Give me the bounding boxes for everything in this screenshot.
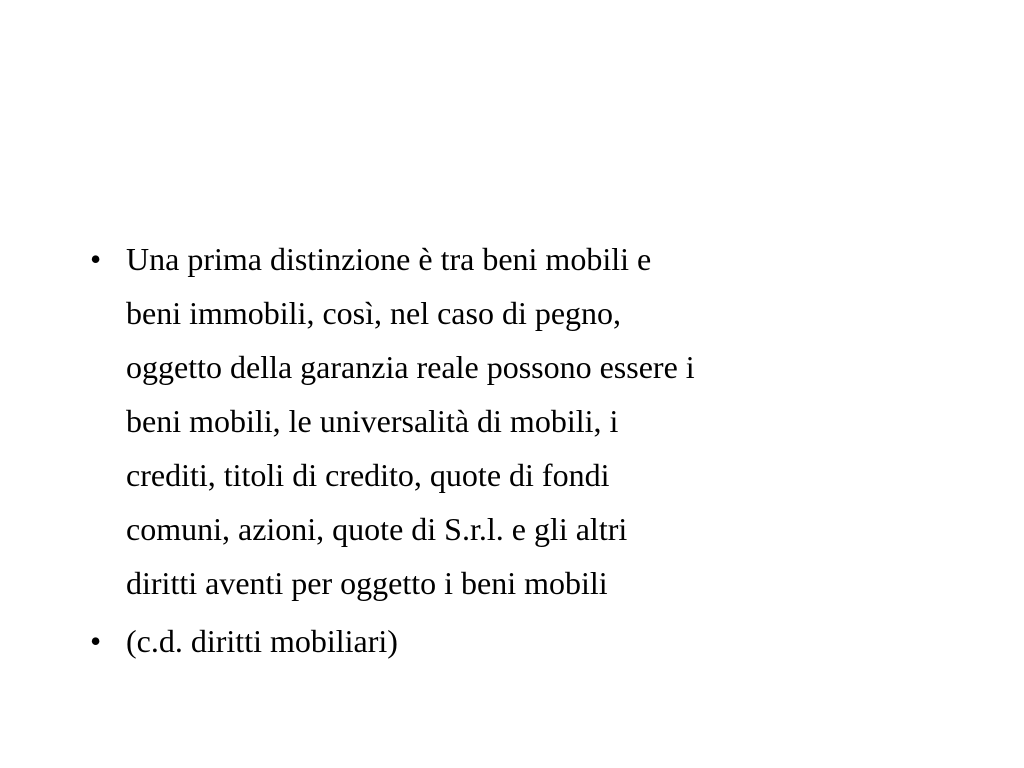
bullet-text-line: diritti aventi per oggetto i beni mobili bbox=[126, 565, 608, 601]
bullet-text-line: comuni, azioni, quote di S.r.l. e gli altri bbox=[126, 511, 628, 547]
bullet-text-line: beni mobili, le universalità di mobili, i bbox=[126, 403, 619, 439]
bullet-text-line: crediti, titoli di credito, quote di fondi bbox=[126, 457, 610, 493]
bullet-marker: • bbox=[90, 623, 102, 659]
bullet-marker: • bbox=[90, 241, 102, 277]
bullet-text-line: (c.d. diritti mobiliari) bbox=[126, 623, 398, 659]
bullet-text-line: beni immobili, così, nel caso di pegno, bbox=[126, 295, 622, 331]
bullet-item bbox=[82, 614, 962, 668]
bullet-text-line: oggetto della garanzia reale possono essere i bbox=[126, 349, 695, 385]
bullet-item bbox=[82, 232, 962, 610]
bullet-text-line: Una prima distinzione è tra beni mobili e bbox=[126, 241, 652, 277]
bullet-list bbox=[82, 232, 962, 672]
